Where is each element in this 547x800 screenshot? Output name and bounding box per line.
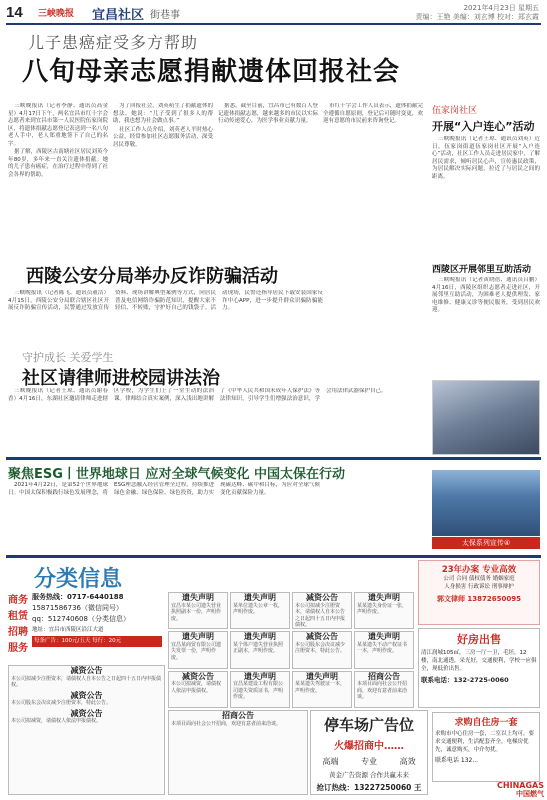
chinagas-logo-sub: 中国燃气 xyxy=(516,790,544,798)
sidebar-news xyxy=(432,103,540,243)
sidebar-body xyxy=(432,136,540,246)
article1-paragraph: 三峡晚报讯（记者李静、通讯员高金星）4月17日下午，两名宜昌市红十字会志愿者来到宜昌市第一人民医院伍家岗院区，将遗体捐献志愿登记表送到一名八旬老人手中，老人郑重地签下了自己的名字。 xyxy=(8,103,108,147)
article2-sidebar xyxy=(432,262,540,372)
issue-date: 2021年4月23日 星期五 xyxy=(463,4,539,12)
classifieds-phone: 服务热线：0717-6440188 xyxy=(32,593,124,601)
small-ads-grid xyxy=(168,592,414,708)
left-lower-ads xyxy=(8,665,165,795)
classifieds-title: 分类信息 xyxy=(34,566,123,592)
small-ad-title: 减资公告 xyxy=(306,593,338,602)
lawyer-ad xyxy=(418,560,540,625)
esg-paragraph: 2021年4月22日，是第52个世界地球日。中国太保积极践行绿色发展理念，将ESG理念融入经营管理全过程，持续推进绿色金融、绿色保险、绿色投资，助力实现碳达峰、碳中和目标，为应对全球气候变化贡献保险力量。 xyxy=(8,482,320,496)
buy-house-ad xyxy=(432,712,540,782)
small-ad xyxy=(354,631,414,668)
classifieds-side-labels xyxy=(8,593,30,657)
buy-house-ad-text: 求购市中心住房一套，二室以上均可，要求交通便利，生活配套齐全，电梯房优先，诚意购买，中介勿扰。 xyxy=(435,731,535,753)
small-ad xyxy=(354,592,414,629)
small-ad xyxy=(292,631,352,668)
small-ad-title: 遗失声明 xyxy=(306,671,338,681)
announcement-title: 招商公告 xyxy=(222,711,254,720)
small-ad xyxy=(292,592,352,629)
left-ad-text: 本公司股东会决议减少注册资本，特此公告。 xyxy=(11,700,112,706)
small-ad-text: 某单位遗失公章一枚，声明作废。 xyxy=(233,602,284,615)
article1-paragraph: 市红十字会工作人员表示，遗体捐献完全遵循自愿原则，登记后可随时变更，欢迎有意愿的市民前来咨询登记。 xyxy=(323,103,423,124)
article1-kicker: 儿子患癌症受多方帮助 xyxy=(28,33,199,52)
esg-photo xyxy=(432,470,540,536)
lawyer-ad-line: 人身损害 行政诉讼 刑事辩护 xyxy=(444,584,514,590)
house-ad-phone: 联系电话：132-2725-0060 xyxy=(421,676,509,684)
side-label: 商务 xyxy=(8,595,28,606)
small-ad xyxy=(168,631,228,668)
small-ad-title: 遗失声明 xyxy=(244,671,276,681)
small-ad xyxy=(168,671,228,708)
small-ad-title: 减资公告 xyxy=(306,632,338,642)
article2-body xyxy=(8,290,323,342)
article1-headline: 八旬母亲志愿捐献遗体回报社会 xyxy=(22,57,401,87)
small-ad xyxy=(354,671,414,708)
classifieds-divider xyxy=(6,555,541,558)
small-ad-title: 遗失声明 xyxy=(182,593,214,602)
classifieds-wechat: 15871586736（微信同号） xyxy=(32,604,123,612)
parking-ad-slogan: 黄金广告资源 合作共赢未来 xyxy=(328,771,410,779)
house-ad-text: 清江润城105㎡，三房一厅一卫，毛坯，12楼，南北通透，采光好，交通便利，学校一应俱全，现低价出售。 xyxy=(421,650,537,672)
small-ad-text: 宜昌市某公司遗失营业执照副本一份，声明作废。 xyxy=(171,602,222,622)
left-ad-title: 减资公告 xyxy=(70,666,103,675)
small-ad-title: 遗失声明 xyxy=(244,593,276,602)
sidebar-title: 开展“入户连心”活动 xyxy=(432,120,535,133)
parking-feature: 高端 xyxy=(322,757,339,766)
esg-body xyxy=(8,482,426,552)
small-ad xyxy=(230,631,290,668)
small-ad-title: 遗失声明 xyxy=(368,593,400,602)
lawyer-ad-phone: 郭文律师 13872650095 xyxy=(436,595,521,603)
article3-body xyxy=(8,388,426,448)
parking-feature: 专业 xyxy=(360,757,377,766)
parking-ad-title: 停车场广告位 xyxy=(323,716,414,734)
article2-sidebar-title: 西陵区开展邻里互助活动 xyxy=(432,265,532,275)
announcement-ad xyxy=(168,710,308,795)
small-ad xyxy=(230,592,290,629)
left-ad-text: 本公司拟减少注册资本，请债权人自本公告之日起四十五日内申报债权。 xyxy=(11,675,162,688)
small-ad-title: 招商公告 xyxy=(368,671,400,681)
sidebar-tag: 伍家岗社区 xyxy=(432,106,478,116)
parking-feature: 高效 xyxy=(399,757,416,766)
left-ad-title: 减资公告 xyxy=(70,690,103,700)
left-ad-text: 本公司拟减资，请债权人依法申报债权。 xyxy=(11,718,102,724)
lawyer-ad-line: 公司 合同 债权债务 婚姻家庭 xyxy=(443,576,515,582)
parking-ad-features xyxy=(311,756,427,767)
article1-paragraph: 为了回报社会，刘英萌生了捐献遗体的想法。她说：“儿子受到了很多人的帮助，我也想为社会做点事。” xyxy=(113,103,213,124)
editor-credits: 责编：王艳 美编：刘玄博 校对：郑玄霞 xyxy=(415,13,539,22)
parking-ad-subtitle: 火爆招商中…… xyxy=(334,741,404,752)
article1-paragraph: 据悉，截至目前，宜昌市已有数百人登记遗体捐献志愿，越来越多的市民以实际行动传递爱心，为医学事业贡献力量。 xyxy=(218,103,318,124)
small-ad-title: 遗失声明 xyxy=(368,632,400,642)
article3-kicker: 守护成长 关爱学生 xyxy=(22,351,114,364)
section-column: 街巷事 xyxy=(150,10,180,21)
article3-paragraph: 三峡晚报讯（记者王琼、通讯员谢春香）4月16日，东湖社区邀请律师走进辖区学校，为学生们上了一堂生动的法治课。律师结合真实案例，深入浅出地讲解了《中华人民共和国未成年人保护法》等法律知识，引导学生们增强法治意识，学会用法律武器保护自己。 xyxy=(8,388,387,402)
article2-sidebar-paragraph: 三峡晚报讯（记者黄晓蓓、通讯员吕鹏）4月16日，西陵区组织志愿者走进社区，开展邻里互助活动，为困难老人提供理发、家电维修、健康义诊等便民服务，受到居民欢迎。 xyxy=(432,277,540,313)
classifieds-price: 每条广告：100元/五天 每行：20元 xyxy=(32,636,162,647)
side-label: 招聘 xyxy=(8,627,28,638)
classifieds-address: 地址：宜昌市西陵区沿江大道 xyxy=(32,627,104,633)
buy-house-ad-title: 求购自住房一套 xyxy=(454,718,518,728)
section-title: 宜昌社区 xyxy=(92,8,145,23)
small-ad-text: 本公司股东会决议减少注册资本，特此公告。 xyxy=(295,641,346,655)
article2-headline: 西陵公安分局举办反诈防骗活动 xyxy=(26,266,278,287)
lawyer-ad-title: 23年办案 专业高效 xyxy=(441,565,517,575)
small-ad-text: 某某遗失驾驶证一本，声明作废。 xyxy=(295,681,346,694)
page-number: 14 xyxy=(6,4,23,21)
small-ad-text: 本公司拟减少注册资本，请债权人自本公告之日起四十五日内申报债权。 xyxy=(295,602,346,628)
small-ad xyxy=(230,671,290,708)
header-rule xyxy=(6,23,541,25)
esg-headline: 聚焦ESG丨世界地球日 应对全球气候变化 中国太保在行动 xyxy=(8,467,345,482)
small-ad-title: 遗失声明 xyxy=(244,632,276,642)
classifieds-contact xyxy=(32,592,162,647)
article2-paragraph: 三峡晚报讯（记者陈飞、通讯员董洁）4月15日，西陵公安分局联合辖区社区开展反诈防骗宣传活动，民警通过发放宣传资料、现场讲解典型案例等方式，向居民普及电信网络诈骗防范知识，提醒大家不轻信、不转账，守护好自己的钱袋子。活动现场，民警还指导居民下载安装国家反诈中心APP，进一步提升群众识骗防骗能力。 xyxy=(8,290,323,311)
small-ad-title: 减资公告 xyxy=(182,671,214,681)
announcement-text: 本项目面向社会公开招商，欢迎有意者前来洽谈。 xyxy=(171,720,282,727)
chinagas-logo xyxy=(470,782,544,798)
sidebar-paragraph: 三峡晚报讯（记者王琼、通讯员刘英）近日，伍家岗街道伍家岗社区开展“入户连心”活动，社区工作人员走进居民家中，了解居民需求，倾听居民心声，宣传惠民政策，为居民解决实际问题，拉近了与居民之间的距离。 xyxy=(432,136,540,180)
house-ad-title: 好房出售 xyxy=(457,633,501,646)
buy-house-ad-footer: 联系电话 132... xyxy=(435,757,479,764)
left-ad-title: 减资公告 xyxy=(70,708,103,718)
article1-column-4 xyxy=(323,103,423,240)
article2-sidebar-body xyxy=(432,277,540,367)
article1-column-1 xyxy=(8,103,108,240)
article1-column-2 xyxy=(113,103,213,240)
small-ad-text: 某某遗失不动产权证书一本，声明作废。 xyxy=(357,641,408,655)
article3-headline: 社区请律师进校园讲法治 xyxy=(22,368,220,389)
small-ad-text: 本公司拟减资，请债权人依法申报债权。 xyxy=(171,681,222,694)
esg-divider xyxy=(6,457,541,460)
esg-caption: 太保系列宣传④ xyxy=(432,537,540,549)
small-ad-title: 遗失声明 xyxy=(182,632,214,642)
newspaper-logo: 三峡晚报 xyxy=(38,9,75,19)
classifieds-qq: qq：512740608（分类信息） xyxy=(32,615,130,623)
parking-ad-phone: 抢订热线：13227250060 王 xyxy=(316,783,422,792)
small-ad-text: 某某遗失身份证一张，声明作废。 xyxy=(357,602,408,615)
small-ad xyxy=(292,671,352,708)
house-ad xyxy=(418,628,540,708)
header-date xyxy=(416,4,539,22)
chinagas-logo-text: CHINAGAS xyxy=(497,781,544,790)
small-ad-text: 宜昌某商贸有限公司遗失发票一份，声明作废。 xyxy=(171,641,222,661)
small-ad-text: 本项目面向社会公开招商，欢迎有意者前来洽谈。 xyxy=(357,681,408,701)
article1-paragraph: 据了解，西陵区古南塘社区居民刘英今年80岁，多年来一直关注遗体捐献。她的儿子患有癌症，在治疗过程中得到了社会各界的帮助。 xyxy=(8,149,108,178)
small-ad xyxy=(168,592,228,629)
small-ad-text: 宜昌某建设工程有限公司遗失资质证书，声明作废。 xyxy=(233,681,284,701)
small-ad-text: 某个体户遗失营业执照正副本，声明作废。 xyxy=(233,641,284,655)
parking-ad xyxy=(310,710,428,795)
side-label: 服务 xyxy=(8,643,28,654)
article1-paragraph: 社区工作人员介绍，刘英老人平时热心公益，经常参加社区志愿服务活动，深受居民尊敬。 xyxy=(113,126,213,148)
side-label: 租赁 xyxy=(8,611,28,622)
article1-column-3 xyxy=(218,103,318,240)
article3-photo xyxy=(432,380,540,455)
